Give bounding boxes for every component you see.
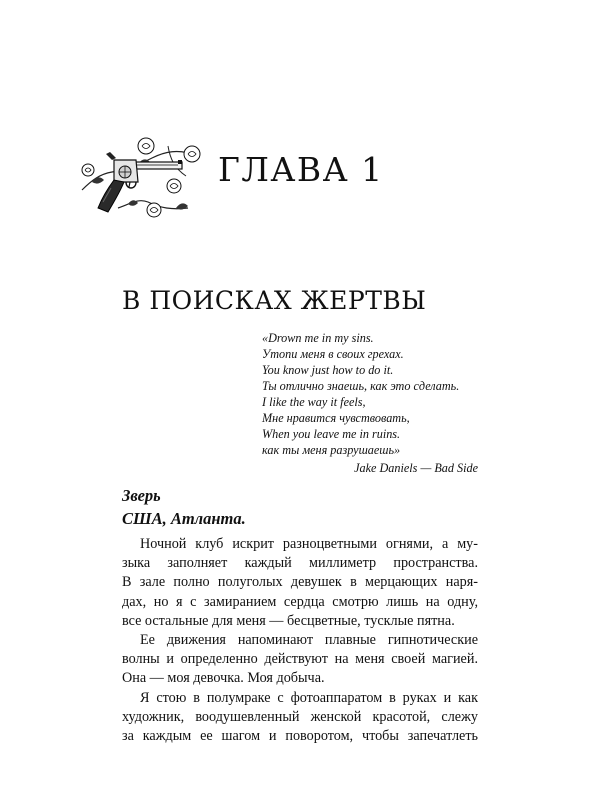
body-text [122,535,478,746]
epigraph-line: You know just how to do it. [262,363,394,377]
body-line: Она — моя девочка. Моя добыча. [122,670,325,687]
body-line: В зале полно полуголых девушек в мерцающих наря- [122,574,478,591]
body-line: Ее движения напоминают плавные гипнотические [140,632,478,649]
epigraph-line: Утопи меня в своих грехах. [262,347,404,361]
pov-location: США, Атланта. [122,509,246,528]
body-line: дах, но я с замиранием сердца смотрю лишь на одну, [122,593,478,610]
pov-narrator: Зверь [122,486,161,505]
epigraph-line: Мне нравится чувствовать, [262,411,410,425]
pov-header [122,484,246,530]
body-line: художник, воодушевленный женской красотой, слежу [122,708,478,725]
epigraph-line: как ты меня разрушаешь» [262,443,401,457]
epigraph-line: Ты отлично знаешь, как это сделать. [262,379,460,393]
body-line: Ночной клуб искрит разноцветными огнями, а му- [140,536,478,552]
epigraph-line: «Drown me in my sins. [262,331,374,345]
chapter-title: ГЛАВА 1 [218,150,384,189]
epigraph [262,330,478,476]
epigraph-line: When you leave me in ruins. [262,427,401,441]
body-line: за каждым ее шагом и поворотом, чтобы запечатлеть [122,728,478,745]
body-line: Я стою в полумраке с фотоаппаратом в руках и как [140,689,478,706]
chapter-header [78,120,538,230]
epigraph-line: I like the way it feels, [262,395,366,409]
body-line: зыка заполняет каждый миллиметр пространства. [122,555,478,572]
section-title: В ПОИСКАХ ЖЕРТВЫ [122,286,427,315]
body-line: волны и определенно действуют на меня своей магией. [122,651,478,668]
revolver-roses-ornament-icon [78,128,206,223]
body-line: все остальные для меня — бесцветные, тусклые пятна. [122,612,455,629]
epigraph-attribution: Jake Daniels — Bad Side [354,461,478,475]
